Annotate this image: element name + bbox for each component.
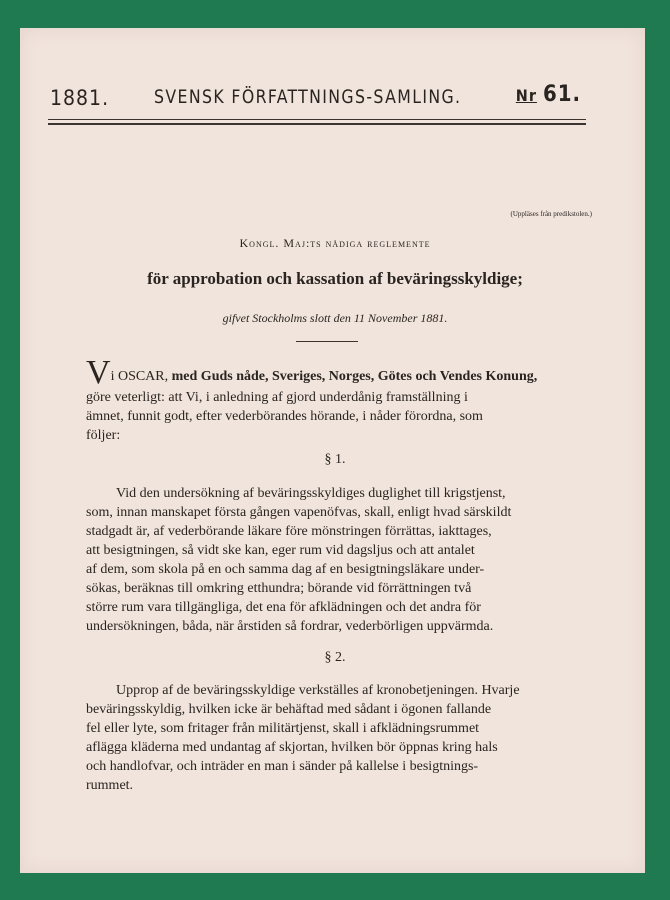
preamble-line: följer: <box>86 428 121 443</box>
year: 1881. <box>50 86 110 110</box>
text-line: sökas, beräknas till omkring etthundra; börande vid förrättningen två <box>86 581 472 596</box>
initial-letter: V <box>86 354 111 391</box>
pulpit-note: (Uppläses från predikstolen.) <box>510 210 592 218</box>
text-line: Vid den undersökning af beväringsskyldiges duglighet till krigstjenst, <box>116 486 506 501</box>
section-2-text <box>86 681 584 795</box>
text-line: aflägga kläderna med undantag af skjortan, hvilken bör öppnas kring hals <box>86 740 498 755</box>
collection-title: SVENSK FÖRFATTNINGS-SAMLING. <box>154 86 462 108</box>
section-1-text <box>86 484 584 636</box>
number-value: 61. <box>542 82 581 107</box>
text-line: Upprop af de beväringsskyldige verkställes af kronobetjeningen. Hvarje <box>116 683 520 698</box>
preamble-line: göre veterligt: att Vi, i anledning af gjord underdånig framställning i <box>86 390 468 405</box>
divider <box>296 341 358 342</box>
preamble <box>86 354 584 445</box>
text-line: större rum vara tillgängliga, det ena för afklädningen och det andra för <box>86 600 481 615</box>
text-line: stadgadt är, af vederbörande läkare före mönstringen förrättas, iakttages, <box>86 524 492 539</box>
text-line: undersökningen, båda, när årstiden så fordrar, vederbörligen uppvärmda. <box>86 619 494 634</box>
number-prefix: Nr <box>515 86 537 105</box>
decree-date: gifvet Stockholms slott den 11 November 1881. <box>222 311 448 325</box>
text-line: att besigtningen, så vidt ske kan, eger rum vid dagsljus och att antalet <box>86 543 475 558</box>
section-1-heading: § 1. <box>324 452 346 467</box>
decree-kind: Kongl. Maj:ts nådiga reglemente <box>239 236 431 250</box>
text-line: af dem, som skola på en och samma dag af en besigtningsläkare under- <box>86 562 485 577</box>
text-line: fel eller lyte, som fritager från militärtjenst, skall i afklädningsrummet <box>86 721 480 736</box>
text-line: beväringsskyldig, hvilken icke är behäftad med sådant i ögonen fallande <box>86 702 492 717</box>
header-rule-thick <box>48 123 586 125</box>
text-line: som, innan manskapet första gången vapenöfvas, skall, enligt hvad särskildt <box>86 505 512 520</box>
text-line: rummet. <box>86 778 134 793</box>
collection-header <box>50 82 585 122</box>
text-line: och handlofvar, och inträder en man i sänder på kallelse i besigtnings- <box>86 759 479 774</box>
header-rule-thin <box>48 119 586 120</box>
section-2-heading: § 2. <box>324 650 346 665</box>
preamble-first-line <box>86 354 584 391</box>
royal-title: med Guds nåde, Sveriges, Norges, Götes och Vendes Konung, <box>171 369 538 384</box>
issue-number <box>516 82 581 107</box>
decree-title: för approbation och kassation af beväringsskyldige; <box>147 269 523 288</box>
preamble-line: ämnet, funnit godt, efter vederbörandes hörande, i nåder förordna, som <box>86 409 483 424</box>
preamble-opening: i OSCAR, <box>110 369 172 384</box>
